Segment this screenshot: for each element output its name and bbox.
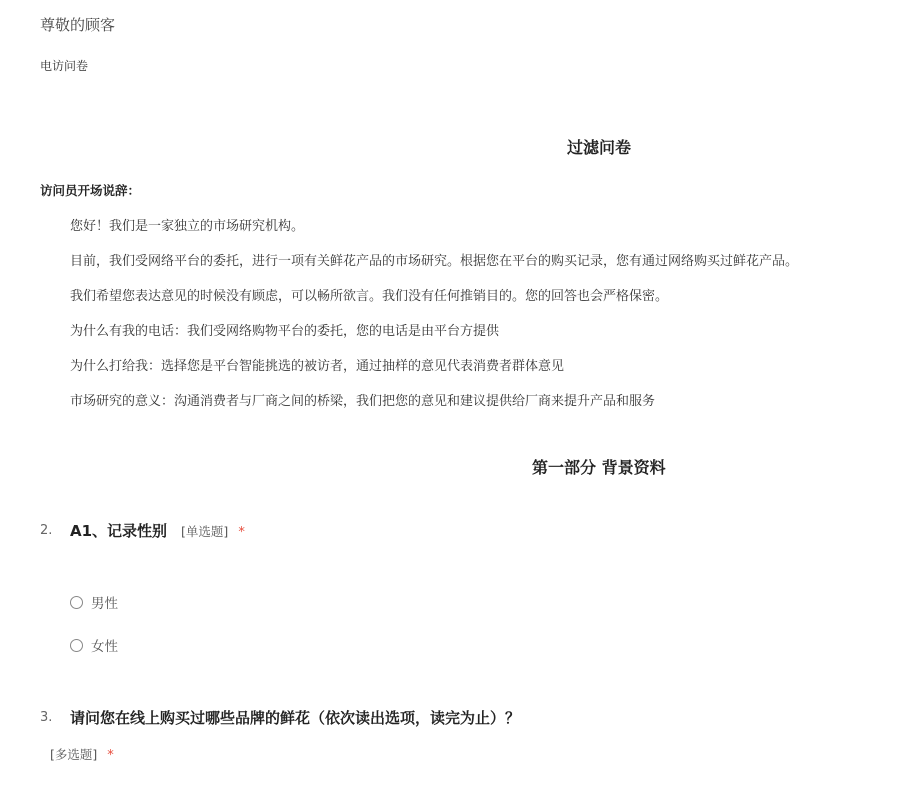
option-male[interactable] [70,592,118,612]
intro-paragraph: 为什么有我的电话：我们受网络购物平台的委托，您的电话是由平台方提供 [70,324,500,339]
option-label: 女性 [91,639,118,655]
intro-label: 访问员开场说辞： [40,183,141,198]
intro-paragraph: 目前，我们受网络平台的委托，进行一项有关鲜花产品的市场研究。根据您在平台的购买记录，您有通过网络购买过鲜花产品。 [70,254,799,269]
survey-subtitle: 电访问卷 [40,59,89,73]
question-number: 2. [40,523,53,538]
intro-paragraph: 为什么打给我：选择您是平台智能挑选的被访者，通过抽样的意见代表消费者群体意见 [70,359,565,374]
question-type-label: [多选题] [50,747,98,762]
radio-button[interactable] [70,639,83,652]
intro-paragraph: 市场研究的意义：沟通消费者与厂商之间的桥梁，我们把您的意见和建议提供给厂商来提升产品和服务 [70,394,656,409]
filter-section-title: 过滤问卷 [567,138,632,157]
question-title-text: 请问您在线上购买过哪些品牌的鲜花（依次读出选项，读完为止）？ [70,709,521,727]
question-title-text: A1、记录性别 [70,522,168,540]
option-female[interactable] [70,635,118,655]
radio-button[interactable] [70,596,83,609]
greeting-text: 尊敬的顾客 [40,16,116,34]
required-marker: * [238,525,245,540]
intro-paragraph: 您好！我们是一家独立的市场研究机构。 [70,219,305,234]
question-title [70,520,245,541]
intro-paragraph: 我们希望您表达意见的时候没有顾虑，可以畅所欲言。我们没有任何推销目的。您的回答也会严格保密。 [70,289,669,304]
option-label: 男性 [91,596,118,612]
required-marker: * [107,748,114,763]
question-type-label: [单选题] [181,524,229,539]
part1-section-title: 第一部分 背景资料 [532,458,666,477]
question-type-row [50,745,114,763]
question-number: 3. [40,710,53,725]
